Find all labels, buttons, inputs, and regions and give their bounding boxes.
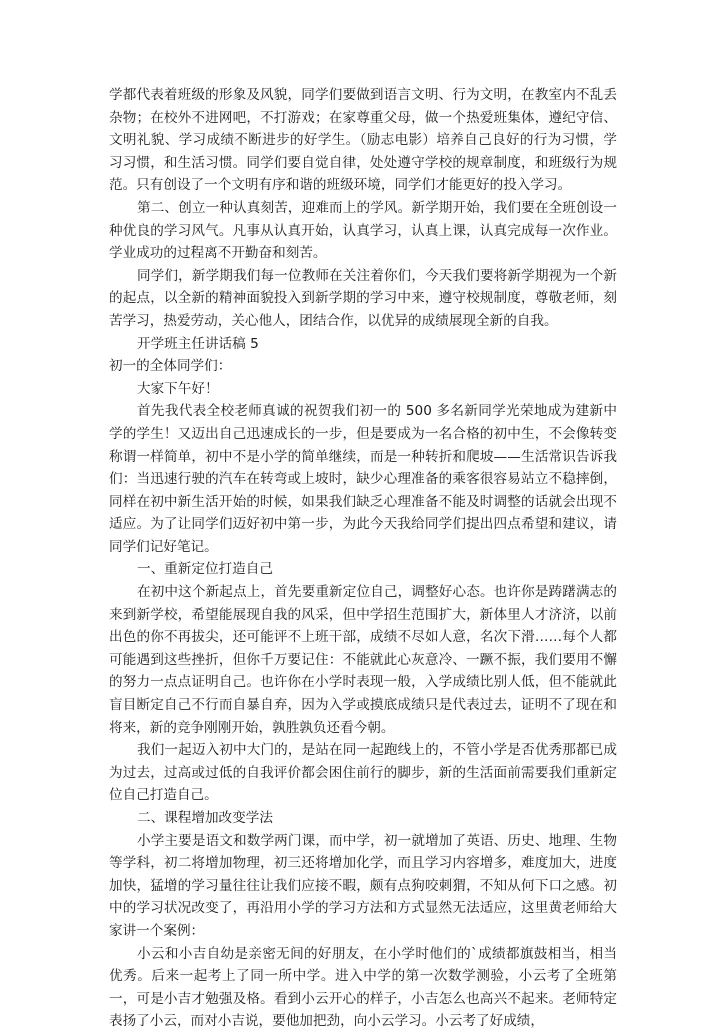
subheading: 二、课程增加改变学法 — [137, 810, 273, 826]
paragraph: 第二、创立一种认真刻苦，迎难而上的学风。新学期开始，我们要在全班创设一种优良的学习风气。凡事从认真开始，认真学习，认真上课，认真完成每一次作业。学业成功的过程离不开勤奋和刻苦。 — [109, 199, 617, 262]
paragraph: 小学主要是语文和数学两门课，而中学，初一就增加了英语、历史、地理、生物等学科，初二将增加物理，初三还将增加化学，而且学习内容增多，难度加大，进度加快，猛增的学习量往往让我们应接不暇，颇有点狗咬刺猬，不知从何下口之感。初中的学习状况改变了，再沿用小学的学习方法和方式显然无法适应，这里黄老师给大家讲一个案例： — [109, 832, 617, 939]
subheading: 一、重新定位打造自己 — [137, 561, 273, 578]
document-page — [109, 84, 617, 1033]
paragraph: 学都代表着班级的形象及风貌，同学们要做到语言文明、行为文明，在教室内不乱丢杂物；在校外不进网吧，不打游戏；在家尊重父母，做一个热爱班集体，遵纪守信、文明礼貌、学习成绩不断进步的好学生。（励志电影）培养自己良好的行为习惯，学习习惯，和生活习惯。同学们要自觉自律，处处遵守学校的规章制度，和班级行为规范。只有创设了一个文明有序和谐的班级环境，同学们才能更好的投入学习。 — [109, 87, 617, 194]
section-title: 开学班主任讲话稿 5 — [137, 335, 259, 352]
greeting: 大家下午好！ — [137, 380, 219, 397]
paragraph: 同学们，新学期我们每一位教师在关注着你们，今天我们要将新学期视为一个新的起点，以全新的精神面貌投入到新学期的学习中来，遵守校规制度，尊敬老师，刻苦学习，热爱劳动，关心他人，团结合作，以优异的成绩展现全新的自我。 — [109, 267, 617, 329]
salutation: 初一的全体同学们： — [109, 358, 232, 375]
paragraph: 我们一起迈入初中大门的，是站在同一起跑线上的，不管小学是否优秀那都已成为过去，过高或过低的自我评价都会困住前行的脚步，新的生活面前需要我们重新定位自己打造自己。 — [109, 742, 617, 804]
paragraph: 小云和小吉自幼是亲密无间的好朋友，在小学时他们的`成绩都旗鼓相当，相当优秀。后来一起考上了同一所中学。进入中学的第一次数学测验，小云考了全班第一，可是小吉才勉强及格。看到小云开心的样子，小吉怎么也高兴不起来。老师特定表扬了小云，而对小吉说，要他加把劲，向小云学习。小云考了好成绩， — [109, 945, 617, 1030]
paragraph: 在初中这个新起点上，首先要重新定位自己，调整好心态。也许你是踌躇满志的来到新学校，希望能展现自我的风采，但中学招生范围扩大，新体里人才济济，以前出色的你不再拔尖，还可能评不上班干部，成绩不尽如人意，名次下滑……每个人都可能遇到这些挫折，但你千万要记住：不能就此心灰意冷、一蹶不振，我们要用不懈的努力一点点证明自己。也许你在小学时表现一般，入学成绩比别人低，但不能就此盲目断定自己不行而自暴自弃，因为入学或摸底成绩只是代表过去，证明不了现在和将来，新的竞争刚刚开始，孰胜孰负还看今朝。 — [109, 584, 617, 736]
paragraph: 首先我代表全校老师真诚的祝贺我们初一的 500 多名新同学光荣地成为建新中学的学生！又迈出自己迅速成长的一步，但是要成为一名合格的初中生，不会像转变称谓一样简单，初中不是小学的简单继续，而是一种转折和爬坡——生活常识告诉我们：当迅速行驶的汽车在转弯或上坡时，缺少心理准备的乘客很容易站立不稳摔倒，同样在初中新生活开始的时候，如果我们缺乏心理准备不能及时调整的话就会出现不适应。为了让同学们迈好初中第一步，为此今天我给同学们提出四点希望和建议，请同学们记好笔记。 — [109, 403, 617, 555]
